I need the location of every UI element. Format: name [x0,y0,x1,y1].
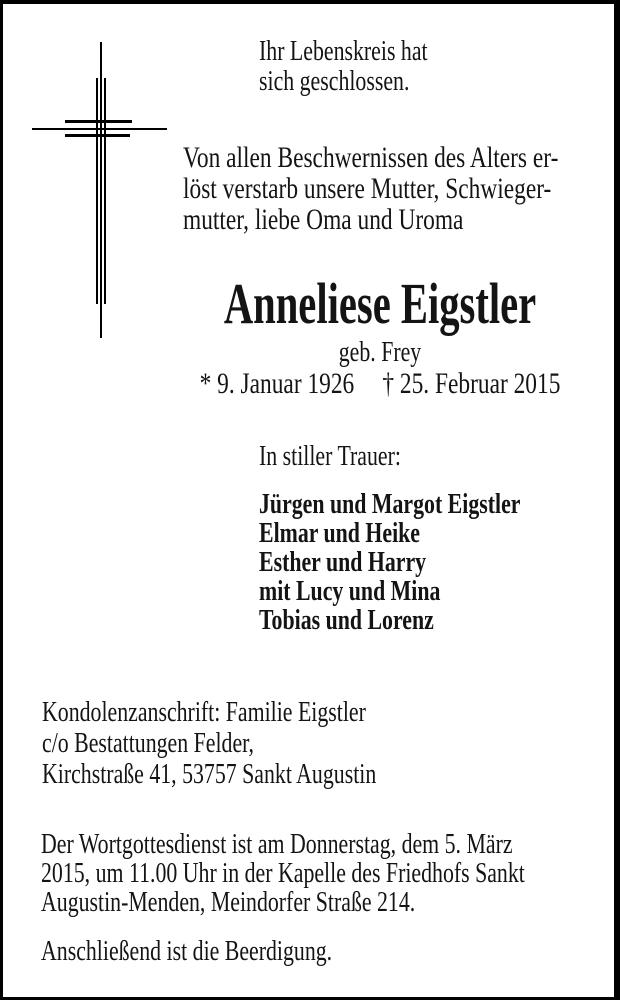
mourner-line: mit Lucy und Mina [259,576,441,607]
cross-horizontal-long-line [32,128,167,130]
condolence-address [42,697,471,790]
condolence-line: Kondolenzanschrift: Familie Eigstler [42,697,366,728]
service-line: Augustin-Menden, Meindorfer Straße 214. [41,887,416,918]
life-dates [143,369,617,399]
opening-line: sich geschlossen. [259,66,410,97]
intro-line: mutter, liebe Oma und Uroma [183,203,464,236]
deceased-name-block [143,271,617,336]
cross-vertical-right-line [104,78,106,304]
service-line: 2015, um 11.00 Uhr in der Kapelle des Friedhofs Sankt [41,858,525,889]
cross-horizontal-bottom-bar [65,134,130,137]
condolence-line: Kirchstraße 41, 53757 Sankt Augustin [42,759,377,790]
deceased-name: Anneliese Eigstler [223,271,537,336]
condolence-line: c/o Bestattungen Felder, [42,728,255,759]
service-details [41,830,620,917]
birth-date: * 9. Januar 1926 [199,367,355,400]
death-date: † 25. Februar 2015 [382,367,561,400]
intro-line: Von allen Beschwernissen des Alters er- [183,141,559,174]
opening-line: Ihr Lebenskreis hat [259,36,428,67]
mourner-line: Elmar und Heike [259,518,420,549]
burial-note: Anschließend ist die Beerdigung. [41,936,333,967]
cross-horizontal-top-bar [65,120,132,123]
cross-vertical-center-line [100,42,102,338]
intro-line: löst verstarb unsere Mutter, Schwieger- [183,172,552,205]
intro-paragraph [183,142,620,235]
maiden-name: geb. Frey [338,337,422,368]
mourner-line: Esther und Harry [259,547,427,578]
mourner-line: Jürgen und Margot Eigstler [259,489,521,520]
mourner-line: Tobias und Lorenz [259,605,434,636]
maiden-name-block [143,339,617,367]
opening-verse [259,37,475,97]
mourning-heading: In stiller Trauer: [259,441,401,472]
mourners-list [259,490,594,635]
service-line: Der Wortgottesdienst ist am Donnerstag, dem 5. März [41,829,513,860]
cross-vertical-left-line [96,78,98,304]
